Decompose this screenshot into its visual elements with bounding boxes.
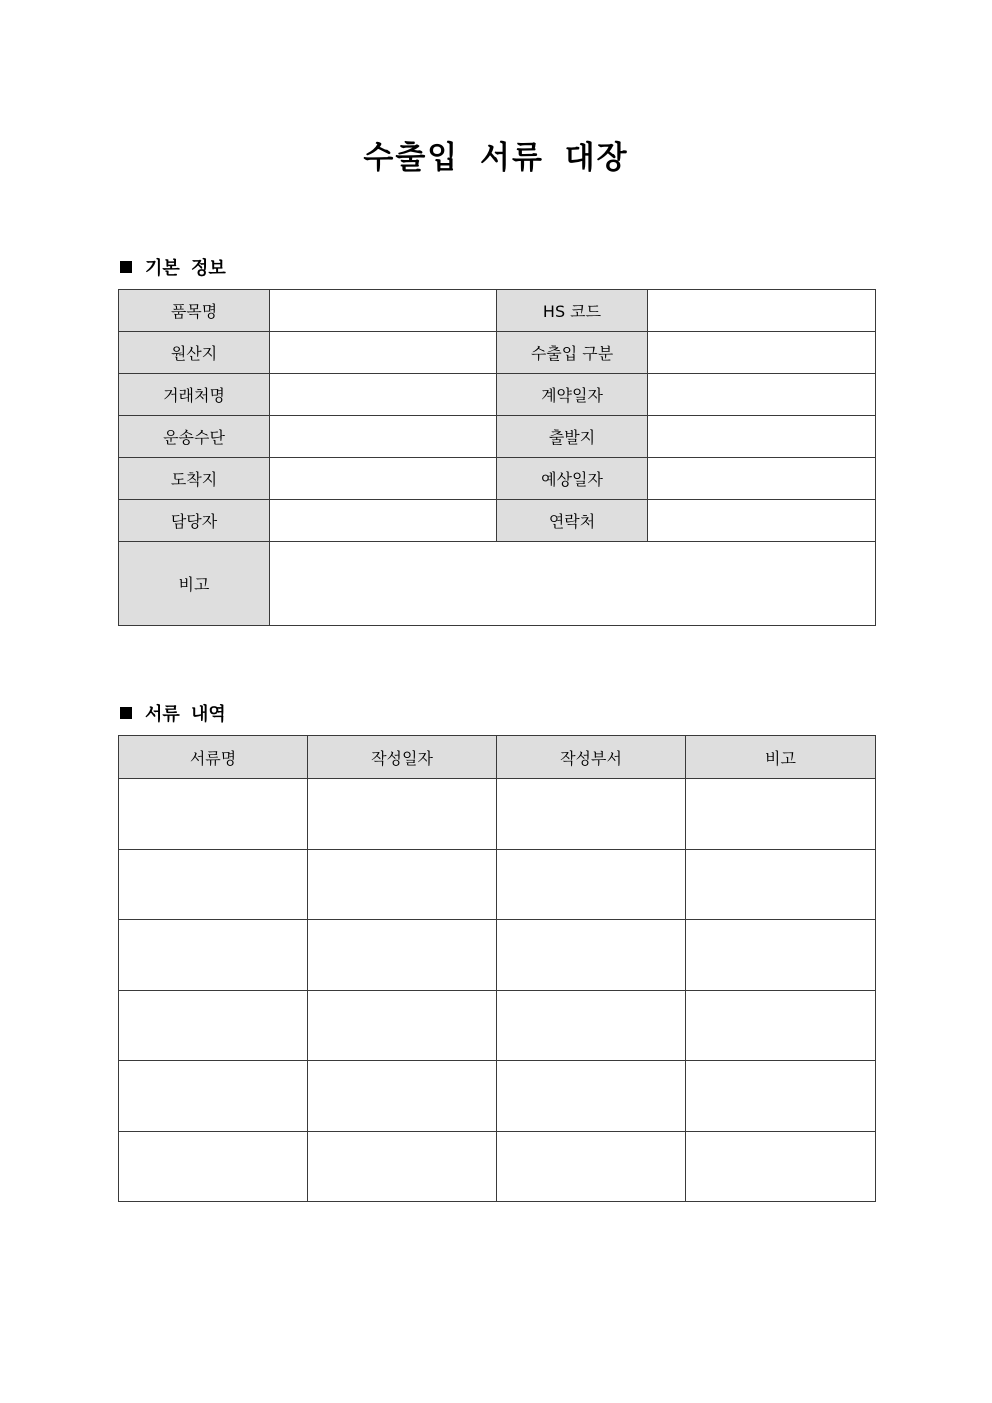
section-heading-label: 서류 내역 <box>145 704 226 725</box>
table-row <box>119 990 876 1061</box>
table-cell[interactable] <box>686 1061 876 1132</box>
table-cell[interactable] <box>119 990 308 1061</box>
table-cell[interactable] <box>686 1131 876 1202</box>
field-value-contact[interactable] <box>648 500 876 542</box>
field-label-departure: 출발지 <box>497 416 648 458</box>
field-value-manager[interactable] <box>270 500 497 542</box>
table-cell[interactable] <box>308 1131 497 1202</box>
table-cell[interactable] <box>497 920 686 991</box>
column-header-doc-name: 서류명 <box>119 736 308 779</box>
table-row <box>119 1131 876 1202</box>
column-header-remarks: 비고 <box>686 736 876 779</box>
field-value-transport[interactable] <box>270 416 497 458</box>
field-label-contact: 연락처 <box>497 500 648 542</box>
field-label-partner: 거래처명 <box>119 374 270 416</box>
table-cell[interactable] <box>497 779 686 850</box>
field-value-expected-date[interactable] <box>648 458 876 500</box>
table-cell[interactable] <box>497 1061 686 1132</box>
field-value-remarks[interactable] <box>270 542 876 626</box>
table-row <box>119 849 876 920</box>
table-cell[interactable] <box>308 920 497 991</box>
field-label-transport: 운송수단 <box>119 416 270 458</box>
field-value-contract-date[interactable] <box>648 374 876 416</box>
field-value-hs-code[interactable] <box>648 290 876 332</box>
table-cell[interactable] <box>119 1131 308 1202</box>
field-label-expected-date: 예상일자 <box>497 458 648 500</box>
table-row <box>119 458 876 500</box>
field-label-destination: 도착지 <box>119 458 270 500</box>
table-header-row <box>119 736 876 779</box>
table-cell[interactable] <box>308 779 497 850</box>
table-row <box>119 290 876 332</box>
field-value-trade-type[interactable] <box>648 332 876 374</box>
field-label-remarks: 비고 <box>119 542 270 626</box>
table-cell[interactable] <box>497 1131 686 1202</box>
table-row <box>119 920 876 991</box>
field-label-contract-date: 계약일자 <box>497 374 648 416</box>
table-cell[interactable] <box>119 920 308 991</box>
field-label-item-name: 품목명 <box>119 290 270 332</box>
table-cell[interactable] <box>119 849 308 920</box>
column-header-created-date: 작성일자 <box>308 736 497 779</box>
table-cell[interactable] <box>119 779 308 850</box>
table-cell[interactable] <box>686 849 876 920</box>
section-heading-documents <box>120 700 226 726</box>
table-cell[interactable] <box>308 849 497 920</box>
field-label-manager: 담당자 <box>119 500 270 542</box>
documents-table <box>118 735 876 1202</box>
table-cell[interactable] <box>497 990 686 1061</box>
square-bullet-icon <box>120 707 132 719</box>
table-row <box>119 542 876 626</box>
table-cell[interactable] <box>308 1061 497 1132</box>
square-bullet-icon <box>120 261 132 273</box>
field-label-origin: 원산지 <box>119 332 270 374</box>
table-cell[interactable] <box>686 779 876 850</box>
table-row <box>119 500 876 542</box>
field-value-departure[interactable] <box>648 416 876 458</box>
table-row <box>119 332 876 374</box>
table-cell[interactable] <box>686 990 876 1061</box>
field-label-trade-type: 수출입 구분 <box>497 332 648 374</box>
table-row <box>119 416 876 458</box>
table-row <box>119 374 876 416</box>
table-cell[interactable] <box>119 1061 308 1132</box>
section-heading-label: 기본 정보 <box>145 258 226 279</box>
field-value-origin[interactable] <box>270 332 497 374</box>
column-header-department: 작성부서 <box>497 736 686 779</box>
field-label-hs-code: HS 코드 <box>497 290 648 332</box>
page-title: 수출입 서류 대장 <box>363 140 629 176</box>
basic-info-table <box>118 289 876 626</box>
table-cell[interactable] <box>497 849 686 920</box>
field-value-destination[interactable] <box>270 458 497 500</box>
table-row <box>119 1061 876 1132</box>
field-value-item-name[interactable] <box>270 290 497 332</box>
field-value-partner[interactable] <box>270 374 497 416</box>
table-cell[interactable] <box>308 990 497 1061</box>
section-heading-basic-info <box>120 254 226 280</box>
table-cell[interactable] <box>686 920 876 991</box>
table-row <box>119 779 876 850</box>
